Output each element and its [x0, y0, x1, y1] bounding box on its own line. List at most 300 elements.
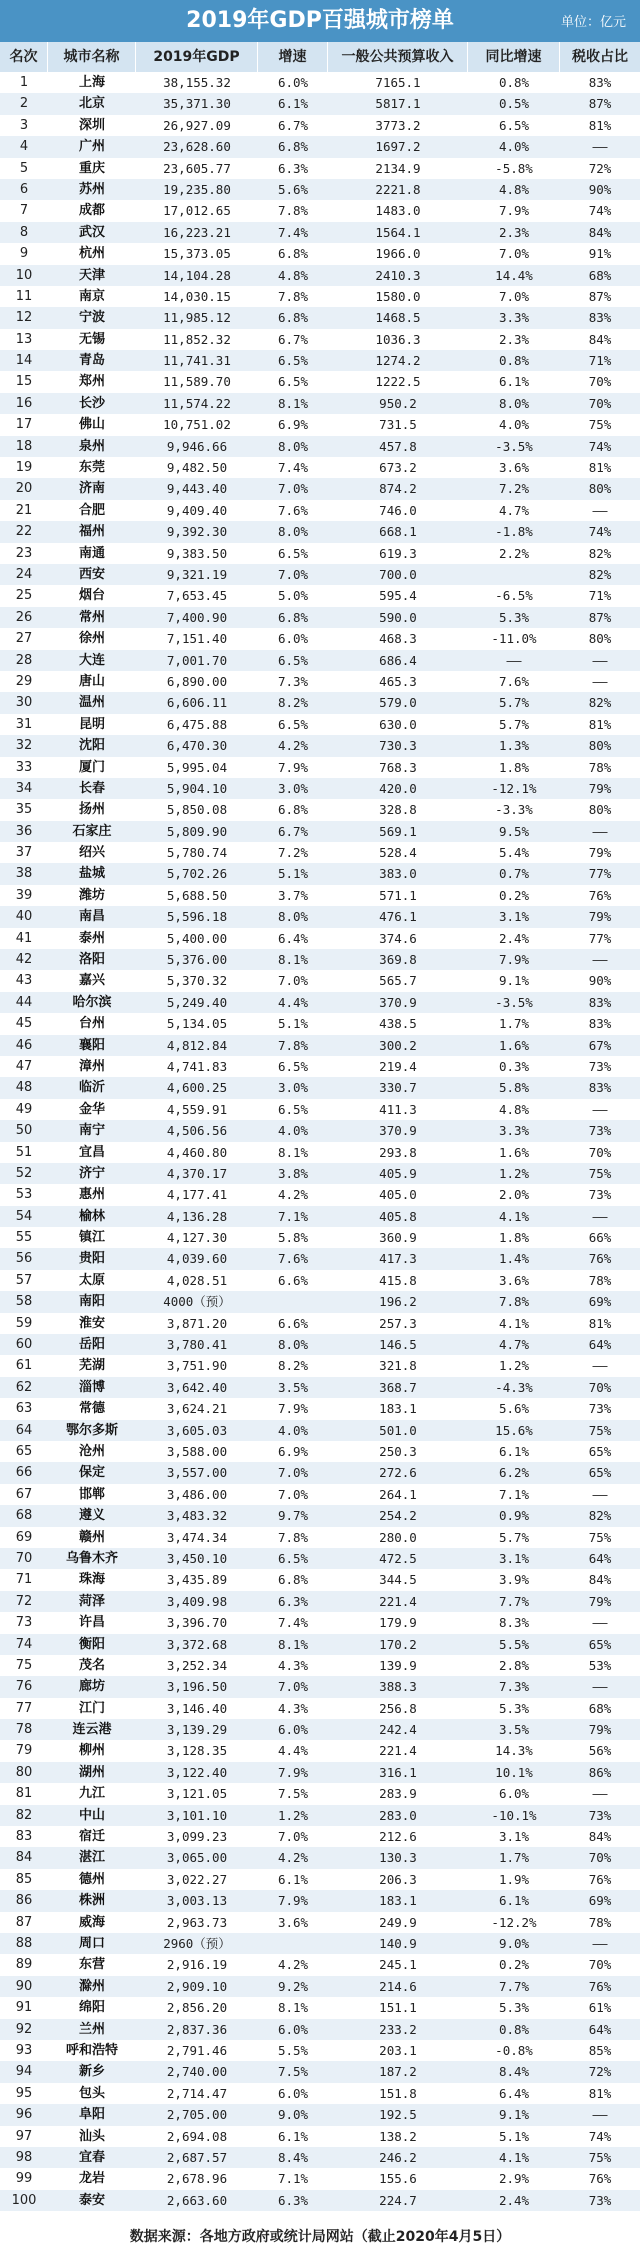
- cell-yoy: 1.8%: [498, 1230, 530, 1246]
- cell-budget: 249.9: [379, 1914, 417, 1930]
- cell-rank: 92: [15, 2021, 33, 2037]
- cell-budget: 731.5: [379, 417, 417, 433]
- cell-city: 临沂: [78, 1080, 105, 1096]
- cell-growth: 8.1%: [277, 395, 309, 411]
- page-title: 2019年GDP百强城市榜单: [186, 8, 454, 33]
- cell-rank: 100: [11, 2192, 37, 2208]
- cell-rank: 2: [19, 96, 29, 112]
- cell-growth: 7.9%: [277, 1401, 309, 1417]
- cell-city: 邯郸: [78, 1486, 105, 1502]
- table-row: [0, 2019, 640, 2040]
- cell-yoy: 4.7%: [498, 1337, 530, 1353]
- cell-tax-share: 79%: [588, 780, 612, 796]
- cell-growth: 8.4%: [277, 2149, 309, 2165]
- cell-city: 唐山: [78, 673, 105, 689]
- cell-growth: 7.6%: [277, 1251, 309, 1267]
- cell-city: 威海: [78, 1914, 105, 1930]
- table-row: [0, 1847, 640, 1868]
- cell-city: 新乡: [78, 2064, 105, 2080]
- cell-rank: 35: [15, 802, 33, 818]
- cell-growth: 7.0%: [277, 566, 309, 582]
- table-row: [0, 2190, 640, 2211]
- cell-city: 福州: [78, 524, 105, 540]
- table-row: [0, 949, 640, 970]
- cell-budget: 619.3: [379, 545, 417, 561]
- cell-growth: [258, 1933, 328, 1954]
- cell-gdp: 7,400.90: [166, 609, 228, 625]
- cell-growth: 6.0%: [277, 75, 309, 90]
- cell-gdp: 2,694.08: [166, 2128, 228, 2144]
- cell-yoy: 7.7%: [498, 1978, 530, 1994]
- cell-growth: 3.5%: [277, 1379, 309, 1395]
- cell-budget: 383.0: [379, 866, 417, 882]
- cell-yoy: 3.6%: [498, 460, 530, 476]
- table-row: [0, 158, 640, 179]
- cell-growth: 7.0%: [277, 481, 309, 497]
- unit-label: 单位：亿元: [560, 15, 626, 30]
- cell-tax-share: 75%: [588, 417, 612, 433]
- cell-tax-share: 75%: [588, 1165, 612, 1181]
- cell-budget: 246.2: [379, 2149, 417, 2165]
- cell-yoy: 7.6%: [498, 673, 530, 689]
- cell-gdp: 2,916.19: [166, 1957, 228, 1973]
- cell-city: 九江: [78, 1786, 105, 1802]
- cell-rank: 7: [19, 203, 29, 219]
- cell-tax-share: 66%: [588, 1230, 612, 1246]
- cell-yoy: -3.5%: [495, 994, 533, 1010]
- cell-budget: 420.0: [379, 780, 417, 796]
- cell-gdp: 3,003.13: [166, 1893, 228, 1909]
- cell-tax-share: 84%: [588, 224, 612, 240]
- cell-city: 襄阳: [78, 1037, 105, 1053]
- cell-city: 郑州: [78, 374, 105, 390]
- cell-tax-share: 84%: [588, 1829, 612, 1845]
- cell-budget: 139.9: [379, 1657, 417, 1673]
- cell-growth: 6.9%: [277, 417, 309, 433]
- cell-tax-share: 72%: [588, 160, 612, 176]
- cell-growth: 8.1%: [277, 1144, 309, 1160]
- cell-gdp: 4,136.28: [166, 1208, 228, 1224]
- cell-tax-share: 80%: [588, 738, 612, 754]
- cell-budget: 874.2: [379, 481, 417, 497]
- cell-rank: 58: [15, 1294, 33, 1310]
- cell-rank: 93: [15, 2042, 33, 2058]
- cell-gdp: 2,705.00: [166, 2107, 228, 2123]
- cell-tax-share: 53%: [588, 1657, 612, 1673]
- table-row: [0, 1035, 640, 1056]
- cell-budget: 2221.8: [375, 181, 421, 197]
- table-row: [0, 414, 640, 435]
- table-row: [0, 1762, 640, 1783]
- cell-tax-share: 75%: [588, 1529, 612, 1545]
- cell-rank: 72: [15, 1593, 33, 1609]
- cell-growth: 8.0%: [277, 524, 309, 540]
- cell-budget: 438.5: [379, 1016, 417, 1032]
- cell-budget: 369.8: [379, 952, 417, 968]
- cell-gdp: 3,483.32: [166, 1508, 228, 1524]
- cell-growth: 4.2%: [277, 1187, 309, 1203]
- cell-yoy: 7.2%: [498, 481, 530, 497]
- cell-rank: 10: [15, 267, 33, 283]
- cell-tax-share: 73%: [588, 1123, 612, 1139]
- cell-yoy: 5.7%: [498, 716, 530, 732]
- cell-budget: 1697.2: [375, 139, 421, 155]
- table-row: [0, 1805, 640, 1826]
- cell-yoy: 0.7%: [498, 866, 530, 882]
- table-row: [0, 1227, 640, 1248]
- cell-city: 东莞: [78, 460, 105, 476]
- cell-growth: 7.1%: [277, 1208, 309, 1224]
- table-row: [0, 2126, 640, 2147]
- cell-gdp: 26,927.09: [163, 117, 231, 133]
- cell-rank: 48: [15, 1080, 33, 1096]
- cell-yoy: 14.4%: [495, 267, 533, 283]
- cell-budget: 330.7: [379, 1080, 417, 1096]
- cell-yoy: 15.6%: [495, 1422, 533, 1438]
- table-row: [0, 1783, 640, 1804]
- cell-gdp: 3,780.41: [166, 1337, 228, 1353]
- cell-gdp: 2960（预）: [163, 1935, 231, 1951]
- cell-yoy: 4.1%: [498, 1315, 530, 1331]
- table-row: [0, 265, 640, 286]
- cell-tax-share: 77%: [588, 930, 612, 946]
- table-row: [0, 1676, 640, 1697]
- cell-growth: 7.8%: [277, 1529, 309, 1545]
- cell-rank: 20: [15, 481, 33, 497]
- cell-gdp: 14,030.15: [163, 288, 231, 304]
- cell-city: 东营: [78, 1957, 105, 1973]
- cell-yoy: -11.0%: [491, 631, 537, 647]
- cell-city: 株洲: [78, 1893, 105, 1909]
- cell-tax-share: 76%: [588, 887, 612, 903]
- cell-rank: 69: [15, 1529, 33, 1545]
- cell-tax-share: ——: [592, 1208, 608, 1224]
- cell-budget: 192.5: [379, 2107, 417, 2123]
- cell-yoy: 5.1%: [498, 2128, 530, 2144]
- table-row: [0, 906, 640, 927]
- cell-rank: 60: [15, 1337, 33, 1353]
- cell-rank: 37: [15, 845, 33, 861]
- cell-tax-share: 68%: [588, 1700, 612, 1716]
- cell-city: 温州: [78, 695, 105, 711]
- cell-growth: 7.0%: [277, 1486, 309, 1502]
- cell-city: 保定: [78, 1465, 105, 1481]
- cell-growth: 4.4%: [277, 994, 309, 1010]
- cell-rank: 34: [15, 780, 33, 796]
- cell-yoy: 2.0%: [498, 1187, 530, 1203]
- cell-growth: 6.6%: [277, 1272, 309, 1288]
- cell-city: 洛阳: [78, 952, 105, 968]
- cell-growth: 4.2%: [277, 738, 309, 754]
- cell-budget: 151.1: [379, 2000, 417, 2016]
- cell-budget: 316.1: [379, 1764, 417, 1780]
- table-row: [0, 2104, 640, 2125]
- table-row: [0, 928, 640, 949]
- cell-rank: 11: [15, 288, 33, 304]
- cell-yoy: 3.1%: [498, 909, 530, 925]
- cell-growth: 6.0%: [277, 2021, 309, 2037]
- cell-city: 滁州: [78, 1978, 105, 1994]
- cell-city: 南阳: [78, 1294, 105, 1310]
- cell-budget: 214.6: [379, 1978, 417, 1994]
- cell-city: 金华: [78, 1101, 105, 1117]
- cell-budget: 405.8: [379, 1208, 417, 1224]
- cell-yoy: -5.8%: [495, 160, 533, 176]
- cell-city: 中山: [78, 1807, 105, 1823]
- cell-tax-share: 81%: [588, 460, 612, 476]
- cell-city: 苏州: [78, 181, 105, 197]
- table-row: [0, 1591, 640, 1612]
- cell-yoy: 5.3%: [498, 609, 530, 625]
- cell-yoy: 0.8%: [498, 353, 530, 369]
- cell-city: 珠海: [78, 1572, 105, 1588]
- cell-tax-share: 74%: [588, 524, 612, 540]
- cell-growth: 6.8%: [277, 609, 309, 625]
- cell-tax-share: 74%: [588, 2128, 612, 2144]
- cell-gdp: 5,904.10: [166, 780, 228, 796]
- cell-yoy: 0.8%: [498, 2021, 530, 2037]
- cell-gdp: 6,470.30: [166, 738, 228, 754]
- table-row: [0, 970, 640, 991]
- cell-growth: 3.0%: [277, 780, 309, 796]
- data-source: 数据来源：各地方政府或统计局网站（截止2020年4月5日）: [129, 2229, 511, 2245]
- cell-tax-share: 87%: [588, 609, 612, 625]
- cell-growth: 4.3%: [277, 1657, 309, 1673]
- cell-city: 盐城: [78, 866, 105, 882]
- cell-growth: 7.6%: [277, 502, 309, 518]
- cell-rank: 32: [15, 738, 33, 754]
- table-row: [0, 628, 640, 649]
- cell-budget: 388.3: [379, 1679, 417, 1695]
- cell-rank: 73: [15, 1615, 33, 1631]
- cell-budget: 405.0: [379, 1187, 417, 1203]
- cell-yoy: 6.0%: [498, 1786, 530, 1802]
- cell-growth: 7.9%: [277, 1764, 309, 1780]
- cell-growth: 6.0%: [277, 1722, 309, 1738]
- cell-gdp: 11,574.22: [163, 395, 231, 411]
- cell-gdp: 3,751.90: [166, 1358, 228, 1374]
- col-header-gdp: 2019年GDP: [136, 42, 258, 72]
- table-row: [0, 1612, 640, 1633]
- cell-city: 周口: [78, 1935, 105, 1951]
- title-bar: [0, 0, 640, 42]
- cell-city: 贵阳: [78, 1251, 105, 1267]
- table-row: [0, 821, 640, 842]
- cell-budget: 730.3: [379, 738, 417, 754]
- cell-tax-share: 82%: [588, 545, 612, 561]
- cell-gdp: 4,028.51: [166, 1272, 228, 1288]
- cell-growth: 6.9%: [277, 1444, 309, 1459]
- cell-tax-share: 71%: [588, 353, 612, 369]
- cell-gdp: 4000（预）: [163, 1294, 231, 1310]
- cell-yoy: -6.5%: [495, 588, 533, 604]
- table-row: [0, 307, 640, 328]
- cell-tax-share: 67%: [588, 1037, 612, 1053]
- cell-growth: 6.0%: [277, 631, 309, 647]
- cell-gdp: 6,475.88: [166, 716, 228, 732]
- table-row: [0, 1698, 640, 1719]
- cell-rank: 25: [15, 588, 33, 604]
- table-row: [0, 863, 640, 884]
- cell-rank: 16: [15, 395, 33, 411]
- cell-yoy: [468, 564, 560, 585]
- cell-rank: 5: [19, 160, 29, 176]
- cell-tax-share: ——: [592, 1935, 608, 1951]
- table-row: [0, 1719, 640, 1740]
- cell-yoy: 7.1%: [498, 1486, 530, 1502]
- cell-yoy: 9.1%: [498, 2107, 530, 2123]
- cell-yoy: 7.9%: [498, 203, 530, 219]
- cell-tax-share: ——: [592, 823, 608, 839]
- cell-tax-share: ——: [592, 952, 608, 968]
- cell-gdp: 2,714.47: [166, 2085, 228, 2101]
- cell-rank: 23: [15, 545, 33, 561]
- cell-tax-share: 75%: [588, 2149, 612, 2165]
- cell-city: 连云港: [72, 1722, 112, 1738]
- cell-rank: 70: [15, 1550, 33, 1566]
- table-row: [0, 115, 640, 136]
- cell-yoy: 1.6%: [498, 1144, 530, 1160]
- cell-budget: 321.8: [379, 1358, 417, 1374]
- cell-yoy: -3.3%: [495, 802, 533, 818]
- cell-gdp: 35,371.30: [163, 96, 231, 112]
- cell-growth: 5.6%: [277, 181, 309, 197]
- table-row: [0, 1355, 640, 1376]
- table-row: [0, 1484, 640, 1505]
- cell-tax-share: 69%: [588, 1893, 612, 1909]
- table-row: [0, 1056, 640, 1077]
- cell-rank: 31: [15, 716, 33, 732]
- col-header-city: 城市名称: [48, 42, 136, 72]
- cell-yoy: 0.8%: [498, 75, 530, 90]
- cell-city: 常州: [78, 609, 105, 625]
- cell-budget: 224.7: [379, 2192, 417, 2208]
- cell-city: 武汉: [78, 224, 105, 240]
- table-row: [0, 1420, 640, 1441]
- cell-growth: 7.3%: [277, 673, 309, 689]
- cell-tax-share: 78%: [588, 1272, 612, 1288]
- cell-gdp: 3,486.00: [166, 1486, 228, 1502]
- cell-budget: 1580.0: [375, 288, 421, 304]
- cell-gdp: 2,740.00: [166, 2064, 228, 2080]
- cell-rank: 53: [15, 1187, 33, 1203]
- cell-gdp: 11,589.70: [163, 374, 231, 390]
- table-row: [0, 350, 640, 371]
- cell-budget: 183.1: [379, 1893, 417, 1909]
- cell-growth: 6.0%: [277, 2085, 309, 2101]
- cell-rank: 50: [15, 1123, 33, 1139]
- cell-city: 沈阳: [78, 738, 105, 754]
- cell-city: 菏泽: [78, 1593, 105, 1609]
- cell-gdp: 3,128.35: [166, 1743, 228, 1759]
- cell-growth: 4.2%: [277, 1850, 309, 1866]
- cell-tax-share: 73%: [588, 2192, 612, 2208]
- cell-yoy: 0.2%: [498, 1957, 530, 1973]
- cell-budget: 590.0: [379, 609, 417, 625]
- cell-city: 杭州: [78, 246, 105, 262]
- cell-tax-share: 80%: [588, 481, 612, 497]
- cell-city: 徐州: [78, 631, 105, 647]
- table-row: [0, 136, 640, 157]
- cell-budget: 206.3: [379, 1871, 417, 1887]
- cell-tax-share: 71%: [588, 588, 612, 604]
- cell-yoy: 7.8%: [498, 1294, 530, 1310]
- cell-budget: 370.9: [379, 994, 417, 1010]
- table-row: [0, 1270, 640, 1291]
- cell-rank: 28: [15, 652, 33, 668]
- cell-tax-share: 82%: [588, 566, 612, 582]
- table-row: [0, 222, 640, 243]
- cell-city: 遵义: [78, 1508, 105, 1524]
- cell-tax-share: 61%: [588, 2000, 612, 2016]
- cell-yoy: 3.1%: [498, 1829, 530, 1845]
- cell-city: 重庆: [78, 160, 105, 176]
- cell-rank: 98: [15, 2149, 33, 2165]
- cell-gdp: 3,139.29: [166, 1722, 228, 1738]
- cell-tax-share: ——: [592, 139, 608, 155]
- cell-rank: 80: [15, 1764, 33, 1780]
- cell-rank: 97: [15, 2128, 33, 2144]
- cell-budget: 950.2: [379, 395, 417, 411]
- cell-gdp: 2,963.73: [166, 1914, 228, 1930]
- cell-growth: 6.5%: [277, 545, 309, 561]
- table-row: [0, 1933, 640, 1954]
- cell-rank: 83: [15, 1829, 33, 1845]
- table-row: [0, 500, 640, 521]
- cell-yoy: 1.9%: [498, 1871, 530, 1887]
- cell-budget: 272.6: [379, 1465, 417, 1481]
- cell-budget: 221.4: [379, 1593, 417, 1609]
- cell-growth: 4.8%: [277, 267, 309, 283]
- cell-budget: 233.2: [379, 2021, 417, 2037]
- cell-rank: 75: [15, 1657, 33, 1673]
- cell-gdp: 7,653.45: [166, 588, 228, 604]
- cell-budget: 242.4: [379, 1722, 417, 1738]
- cell-yoy: 5.3%: [498, 2000, 530, 2016]
- cell-budget: 768.3: [379, 759, 417, 775]
- cell-growth: 8.1%: [277, 1636, 309, 1652]
- cell-rank: 87: [15, 1914, 33, 1930]
- cell-rank: 45: [15, 1016, 33, 1032]
- cell-city: 宁波: [78, 310, 105, 326]
- cell-yoy: 7.0%: [498, 246, 530, 262]
- cell-tax-share: 85%: [588, 2042, 612, 2058]
- cell-city: 阜阳: [78, 2107, 105, 2123]
- cell-rank: 8: [19, 224, 29, 240]
- cell-budget: 476.1: [379, 909, 417, 925]
- cell-gdp: 11,985.12: [163, 310, 231, 326]
- cell-gdp: 9,482.50: [166, 460, 228, 476]
- cell-gdp: 23,605.77: [163, 160, 231, 176]
- cell-tax-share: 79%: [588, 1593, 612, 1609]
- table-row: [0, 714, 640, 735]
- cell-gdp: 9,443.40: [166, 481, 228, 497]
- table-row: [0, 1099, 640, 1120]
- cell-tax-share: 82%: [588, 695, 612, 711]
- cell-tax-share: 73%: [588, 1807, 612, 1823]
- cell-tax-share: 69%: [588, 1294, 612, 1310]
- table-row: [0, 1462, 640, 1483]
- cell-tax-share: 76%: [588, 1871, 612, 1887]
- cell-growth: 8.0%: [277, 1337, 309, 1353]
- cell-growth: 7.8%: [277, 203, 309, 219]
- cell-yoy: 4.8%: [498, 181, 530, 197]
- cell-rank: 54: [15, 1208, 33, 1224]
- cell-rank: 40: [15, 909, 33, 925]
- cell-city: 无锡: [78, 331, 105, 347]
- cell-budget: 746.0: [379, 502, 417, 518]
- cell-gdp: 9,409.40: [166, 502, 228, 518]
